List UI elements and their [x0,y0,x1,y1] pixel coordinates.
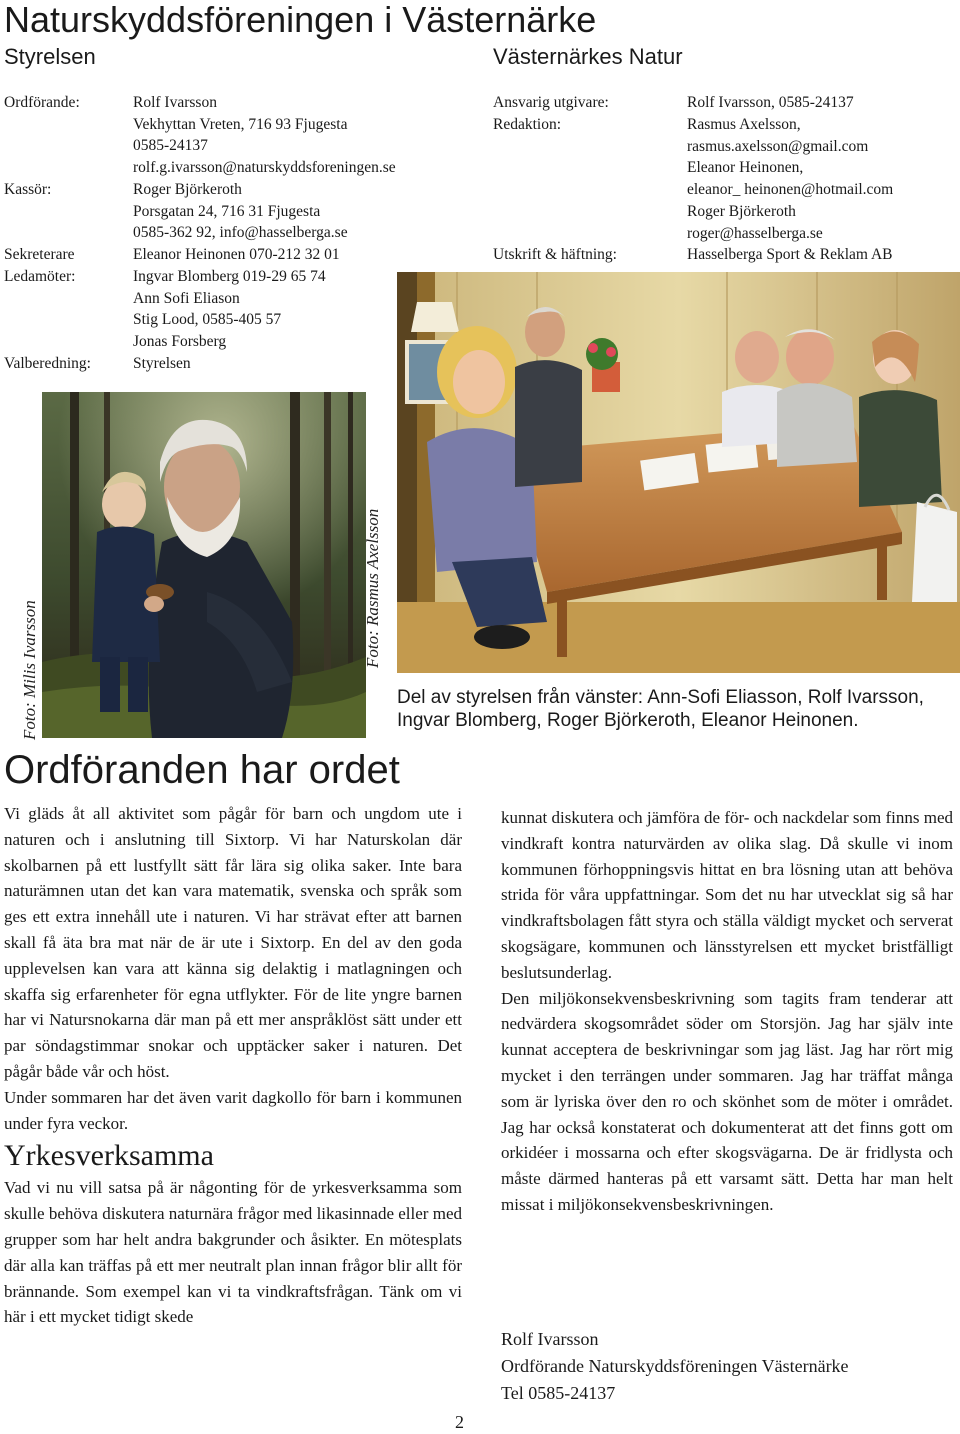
board-label-ledamoter: Ledamöter: [4,268,76,285]
caption-line: Del av styrelsen från vänster: Ann-Sofi Eliasson, Rolf Ivarsson, [397,687,924,708]
page-title: Naturskyddsföreningen i Västernärke [4,0,597,40]
page-number: 2 [455,1412,464,1432]
magazine-label-utgivare: Ansvarig utgivare: [493,94,609,111]
signature-phone: Tel 0585-24137 [501,1383,616,1403]
board-line: Stig Lood, 0585-405 57 [133,311,282,329]
article-left-column [4,801,462,1330]
board-label-ordforande: Ordförande: [4,94,80,111]
board-email: rolf.g.ivarsson@naturskyddsforeningen.se [133,159,396,177]
magazine-value-utgivare [687,92,854,114]
magazine-line: Rasmus Axelsson, [687,116,801,133]
magazine-line: Hasselberga Sport & Reklam AB [687,246,893,263]
article-subheading: Yrkesverksamma [4,1139,214,1173]
magazine-value-utskrift [687,244,893,266]
magazine-value-redaktion [687,114,893,244]
board-label-sekreterare: Sekreterare [4,246,75,263]
board-line: Rolf Ivarsson [133,94,217,111]
article-signature [501,1326,849,1407]
photo-forest-man-child [42,392,366,738]
board-value-ledamoter [133,266,326,353]
board-line: 0585-24137 [133,137,208,155]
board-line: Vekhyttan Vreten, 716 93 Fjugesta [133,115,348,133]
magazine-line: Rolf Ivarsson, 0585-24137 [687,94,854,111]
article-right-column [501,805,953,1218]
signature-title: Ordförande Naturskyddsföreningen Västernärke [501,1356,849,1376]
magazine-label-utskrift: Utskrift & häftning: [493,246,617,263]
board-label-valberedning: Valberedning: [4,355,91,372]
magazine-email: roger@hasselberga.se [687,224,823,242]
board-line: Jonas Forsberg [133,333,227,351]
article-heading: Ordföranden har ordet [4,748,400,792]
board-label-kassor: Kassör: [4,181,52,198]
board-value-valberedning [133,353,191,375]
magazine-label-redaktion: Redaktion: [493,116,562,133]
photo-board-meeting [397,272,960,673]
board-value-ordforande [133,92,396,179]
board-line: Styrelsen [133,355,191,372]
article-paragraph: Vi gläds åt all aktivitet som pågår för barn och ungdom ute i naturen och i anslutning till Sixtorp. Vi har Naturskolan där skolbarnen på ett lustfyllt sätt får lära sig olika saker. Inte bara naturämnen utan det kan vara matematik, svenska och språk som ges ett extra innehåll ute i naturen. Vi har strävat efter att barnen skall få äta bra mat när de är ute i Sixtorp. En del av den goda upplevelsen kan vara att känna sig delaktig i matlagningen och skaffa sig erfarenheter för egna utflykter. För de lite yngre barnen har vi Natursnokarna där man på ett mer anspråklöst sätt under ett par söndagstimmar snokar och upptäcker saker i naturen. Det pågår både vår och höst. [4,804,462,1081]
article-paragraph: Under sommaren har det även varit dagkollo för barn i kommunen under fyra veckor. [4,1087,462,1133]
photo-credit-right: Foto: Rasmus Axelsson [363,508,382,668]
magazine-email: eleanor_ heinonen@hotmail.com [687,181,894,199]
article-paragraph: kunnat diskutera och jämföra de för- och nackdelar som finns med vindkraft kontra naturvärden av olika slag. Då skulle vi inom kommunen förhoppningsvis hittat en bra lösning utan att behöva strida för våra uppfattningar. Som det nu har utvecklat sig så har vindkraftsbolagen fått styra och ställa väldigt mycket och serverat skogsägare, kommunen och länsstyrelsen ett mycket bristfälligt beslutsunderlag. [501,808,953,982]
board-line: Eleanor Heinonen 070-212 32 01 [133,246,340,263]
signature-name: Rolf Ivarsson [501,1329,599,1349]
board-line: Porsgatan 24, 716 31 Fjugesta [133,202,321,220]
board-line: Ingvar Blomberg 019-29 65 74 [133,268,326,285]
section-heading-vasternarkes-natur: Västernärkes Natur [493,44,683,69]
section-heading-styrelsen: Styrelsen [4,44,96,69]
board-value-sekreterare [133,244,340,266]
board-line: Roger Björkeroth [133,181,242,198]
photo-caption [397,686,924,732]
caption-line: Ingvar Blomberg, Roger Björkeroth, Eleanor Heinonen. [397,710,859,731]
photo-credit-left: Foto: Milis Ivarsson [20,600,39,740]
board-value-kassor [133,179,348,244]
magazine-email: rasmus.axelsson@gmail.com [687,137,869,155]
magazine-line: Roger Björkeroth [687,202,796,220]
article-paragraph: Den miljökonsekvensbeskrivning som tagits fram tenderar att nedvärdera skogsområdet söder om Storsjön. Jag har själv inte kunnat acceptera de beskrivningar som jag läst. Jag har rört mig mycket i den terrängen under sommaren. Jag har träffat många som är lyriska över den ro och skönhet som de möter i området. Jag har också konstaterat och dokumenterat att det finns gott om orkidéer i mossarna och efter skogsvägarna. De är fridlysta och måste därmed hanteras på ett varsamt sätt. Detta har man helt missat i miljökonsekvensbeskrivningen. [501,988,953,1214]
board-line: 0585-362 92, info@hasselberga.se [133,224,348,242]
article-paragraph: Vad vi nu vill satsa på är någonting för de yrkesverksamma som skulle behöva diskutera naturnära frågor med likasinnade eller med grupper som har helt andra bakgrunder och åsikter. En mötesplats där alla kan träffas på ett mer neutralt plan innan frågor blir allt för brännande. Som exempel kan vi ta vindkraftsfrågan. Tänk om vi här i ett mycket tidigt skede [4,1178,462,1327]
magazine-line: Eleanor Heinonen, [687,159,804,177]
board-line: Ann Sofi Eliason [133,289,240,307]
